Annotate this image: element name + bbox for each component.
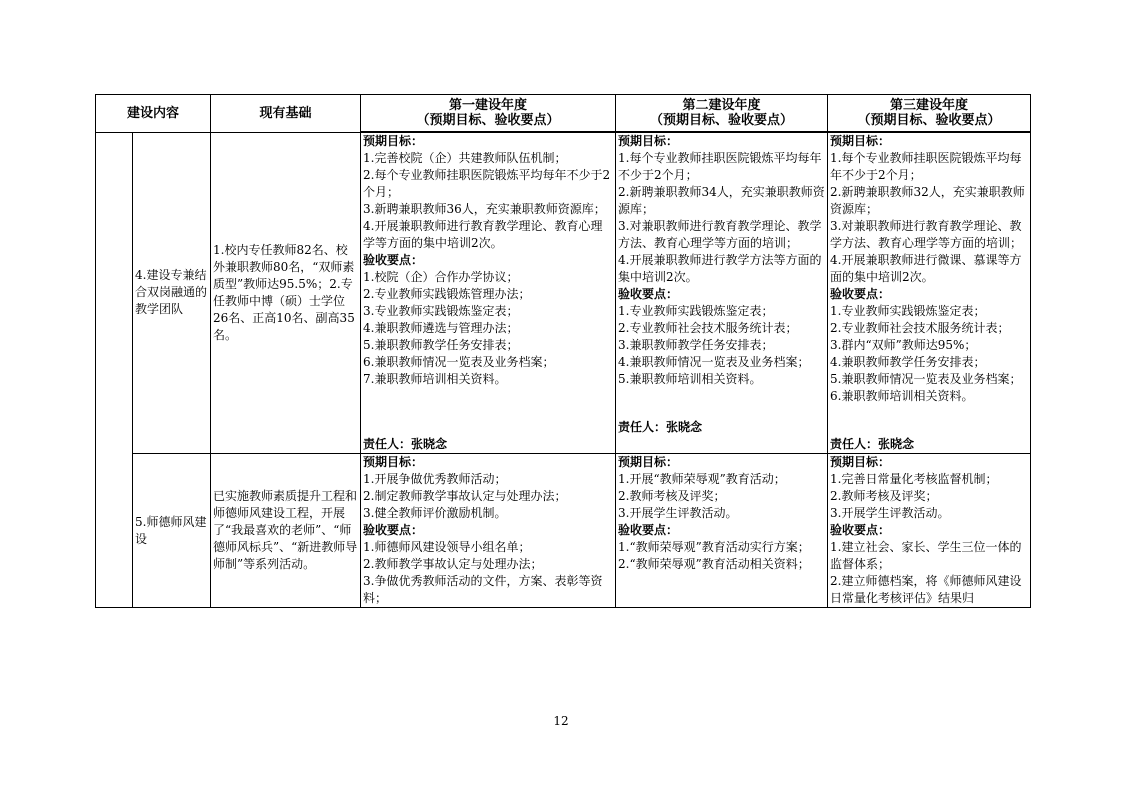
plan-table	[95, 94, 1031, 608]
header-year2: 第二建设年度 （预期目标、验收要点）	[616, 95, 828, 133]
basis-cell: 已实施教师素质提升工程和师德师风建设工程，开展了“我最喜欢的老师”、“师德师风标兵”、“新进教师导师制”等系列活动。	[211, 454, 361, 608]
year3-cell: 预期目标： 1.每个专业教师挂职医院锻炼平均每年不少于2个月； 2.新聘兼职教师32人，充实兼职教师资源库； 3.对兼职教师进行教育教学理论、教学方法、教育心理学等方面的培训； 4.开展兼职教师进行微课、慕课等方面的集中培训2次。 验收要点： 1.专业教师实践锻炼鉴定表； 2.专业教师社会技术服务统计表； 3.群内“双师”教师达95%； 4.兼职教师教学任务安排表； 5.兼职教师情况一览表及业务档案； 6.兼职教师培训相关资料。 责任人：张晓念	[828, 132, 1031, 454]
year3-cell: 预期目标： 1.完善日常量化考核监督机制； 2.教师考核及评奖； 3.开展学生评教活动。 验收要点： 1.建立社会、家长、学生三位一体的监督体系； 2.建立师德档案，将《师德师风建设日常量化考核评估》结果归	[828, 454, 1031, 608]
header-year3: 第三建设年度 （预期目标、验收要点）	[828, 95, 1031, 133]
item-cell: 5.师德师风建设	[133, 454, 211, 608]
basis-cell: 1.校内专任教师82名、校外兼职教师80名，“双师素质型”教师达95.5%；2.专任教师中博（硕）士学位26名、正高10名、副高35名。	[211, 132, 361, 454]
year2-cell: 预期目标： 1.每个专业教师挂职医院锻炼平均每年不少于2个月； 2.新聘兼职教师34人，充实兼职教师资源库； 3.对兼职教师进行教育教学理论、教学方法、教育心理学等方面的培训； 4.开展兼职教师进行教学方法等方面的集中培训2次。 验收要点： 1.专业教师实践锻炼鉴定表； 2.专业教师社会技术服务统计表； 3.兼职教师教学任务安排表； 4.兼职教师情况一览表及业务档案； 5.兼职教师培训相关资料。 责任人：张晓念	[616, 132, 828, 454]
header-row	[96, 95, 1031, 133]
responsible-label: 责任人：张晓念	[830, 437, 915, 451]
year2-cell: 预期目标： 1.开展“教师荣辱观”教育活动； 2.教师考核及评奖； 3.开展学生评教活动。 验收要点： 1.“教师荣辱观”教育活动实行方案； 2.“教师荣辱观”教育活动相关资料；	[616, 454, 828, 608]
page-number: 12	[553, 714, 569, 728]
header-content: 建设内容	[96, 95, 211, 133]
header-year1: 第一建设年度 （预期目标、验收要点）	[361, 95, 616, 133]
table-row	[96, 132, 1031, 454]
responsible-label: 责任人：张晓念	[618, 420, 703, 434]
responsible-label: 责任人：张晓念	[363, 437, 448, 451]
year1-cell: 预期目标： 1.完善校院（企）共建教师队伍机制； 2.每个专业教师挂职医院锻炼平均每年不少于2个月； 3.新聘兼职教师36人，充实兼职教师资源库； 4.开展兼职教师进行教育教学理论、教育心理学等方面的集中培训2次。 验收要点： 1.校院（企）合作办学协议； 2.专业教师实践锻炼管理办法； 3.专业教师实践锻炼鉴定表； 4.兼职教师遴选与管理办法； 5.兼职教师教学任务安排表； 6.兼职教师情况一览表及业务档案； 7.兼职教师培训相关资料。 责任人：张晓念	[361, 132, 616, 454]
table-row	[96, 454, 1031, 608]
item-cell: 4.建设专兼结合双岗融通的教学团队	[133, 132, 211, 454]
group-cell	[96, 132, 133, 608]
header-basis: 现有基础	[211, 95, 361, 133]
year1-cell: 预期目标： 1.开展争做优秀教师活动； 2.制定教师教学事故认定与处理办法； 3.健全教师评价激励机制。 验收要点： 1.师德师风建设领导小组名单； 2.教师教学事故认定与处理办法； 3.争做优秀教师活动的文件，方案、表彰等资料；	[361, 454, 616, 608]
